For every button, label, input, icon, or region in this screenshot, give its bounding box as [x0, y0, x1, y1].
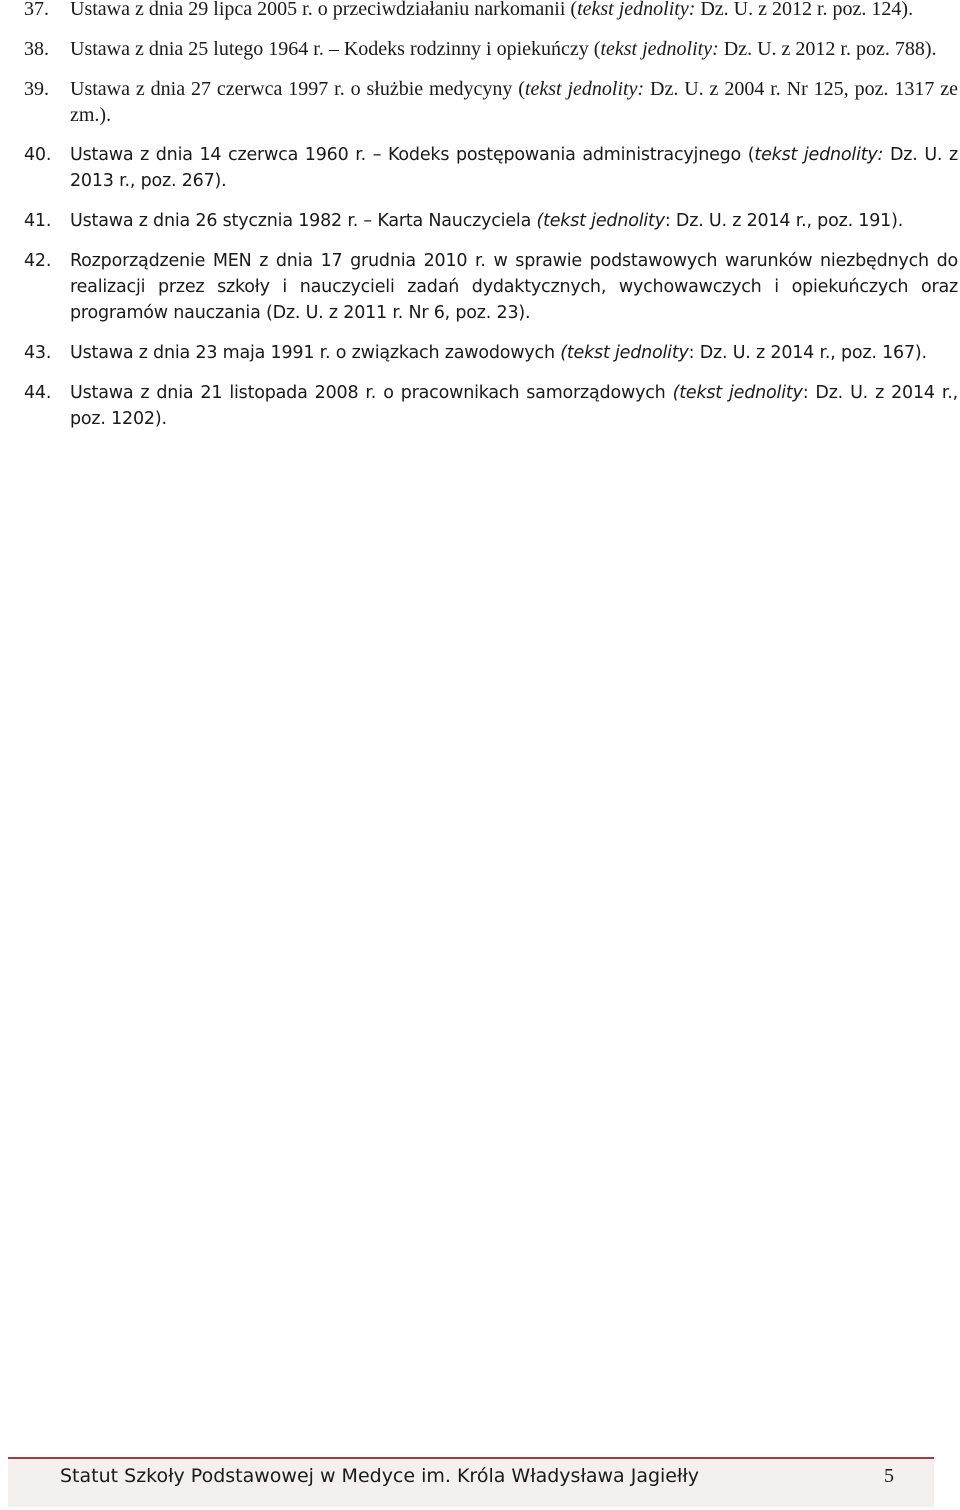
list-item: 38. Ustawa z dnia 25 lutego 1964 r. – Kodeks rodzinny i opiekuńczy (tekst jednolity: Dz. U. z 2012 r. poz. 788). — [24, 38, 937, 60]
page-footer — [8, 1457, 934, 1507]
item-number: 39. — [24, 78, 49, 100]
item-number: 40. — [24, 145, 52, 165]
list-item: 39. Ustawa z dnia 27 czerwca 1997 r. o służbie medycyny (tekst jednolity: Dz. U. z 2004 r. Nr 125, poz. 1317 ze zm.). — [24, 78, 958, 126]
item-number: 44. — [24, 383, 52, 403]
item-number: 41. — [24, 211, 52, 231]
list-item: 40. Ustawa z dnia 14 czerwca 1960 r. – Kodeks postępowania administracyjnego (tekst jednolity: Dz. U. z 2013 r., poz. 267). — [24, 142, 958, 194]
footer-title: Statut Szkoły Podstawowej w Medyce im. Króla Władysława Jagiełły — [60, 1465, 700, 1487]
list-item: 44. Ustawa z dnia 21 listopada 2008 r. o pracownikach samorządowych (tekst jednolity: Dz. U. z 2014 r., poz. 1202). — [24, 380, 958, 432]
list-item: 43. Ustawa z dnia 23 maja 1991 r. o związkach zawodowych (tekst jednolity: Dz. U. z 2014 r., poz. 167). — [24, 340, 958, 366]
list-item: 41. Ustawa z dnia 26 stycznia 1982 r. – Karta Nauczyciela (tekst jednolity: Dz. U. z 2014 r., poz. 191). — [24, 208, 958, 234]
list-item: 37. Ustawa z dnia 29 lipca 2005 r. o przeciwdziałaniu narkomanii (tekst jednolity: Dz. U. z 2012 r. poz. 124). — [24, 0, 958, 22]
item-number: 37. — [24, 0, 49, 20]
list-item: 42. Rozporządzenie MEN z dnia 17 grudnia 2010 r. w sprawie podstawowych warunków niezbędnych do realizacji przez szkoły i nauczycieli zadań dydaktycznych, wychowawczych i opiekuńczych oraz programów nauczania (Dz. U. z 2011 r. Nr 6, poz. 23). — [24, 248, 958, 326]
item-number: 43. — [24, 343, 52, 363]
reference-list — [24, 0, 958, 446]
item-number: 38. — [24, 38, 49, 60]
page-number: 5 — [884, 1465, 894, 1487]
item-number: 42. — [24, 251, 52, 271]
